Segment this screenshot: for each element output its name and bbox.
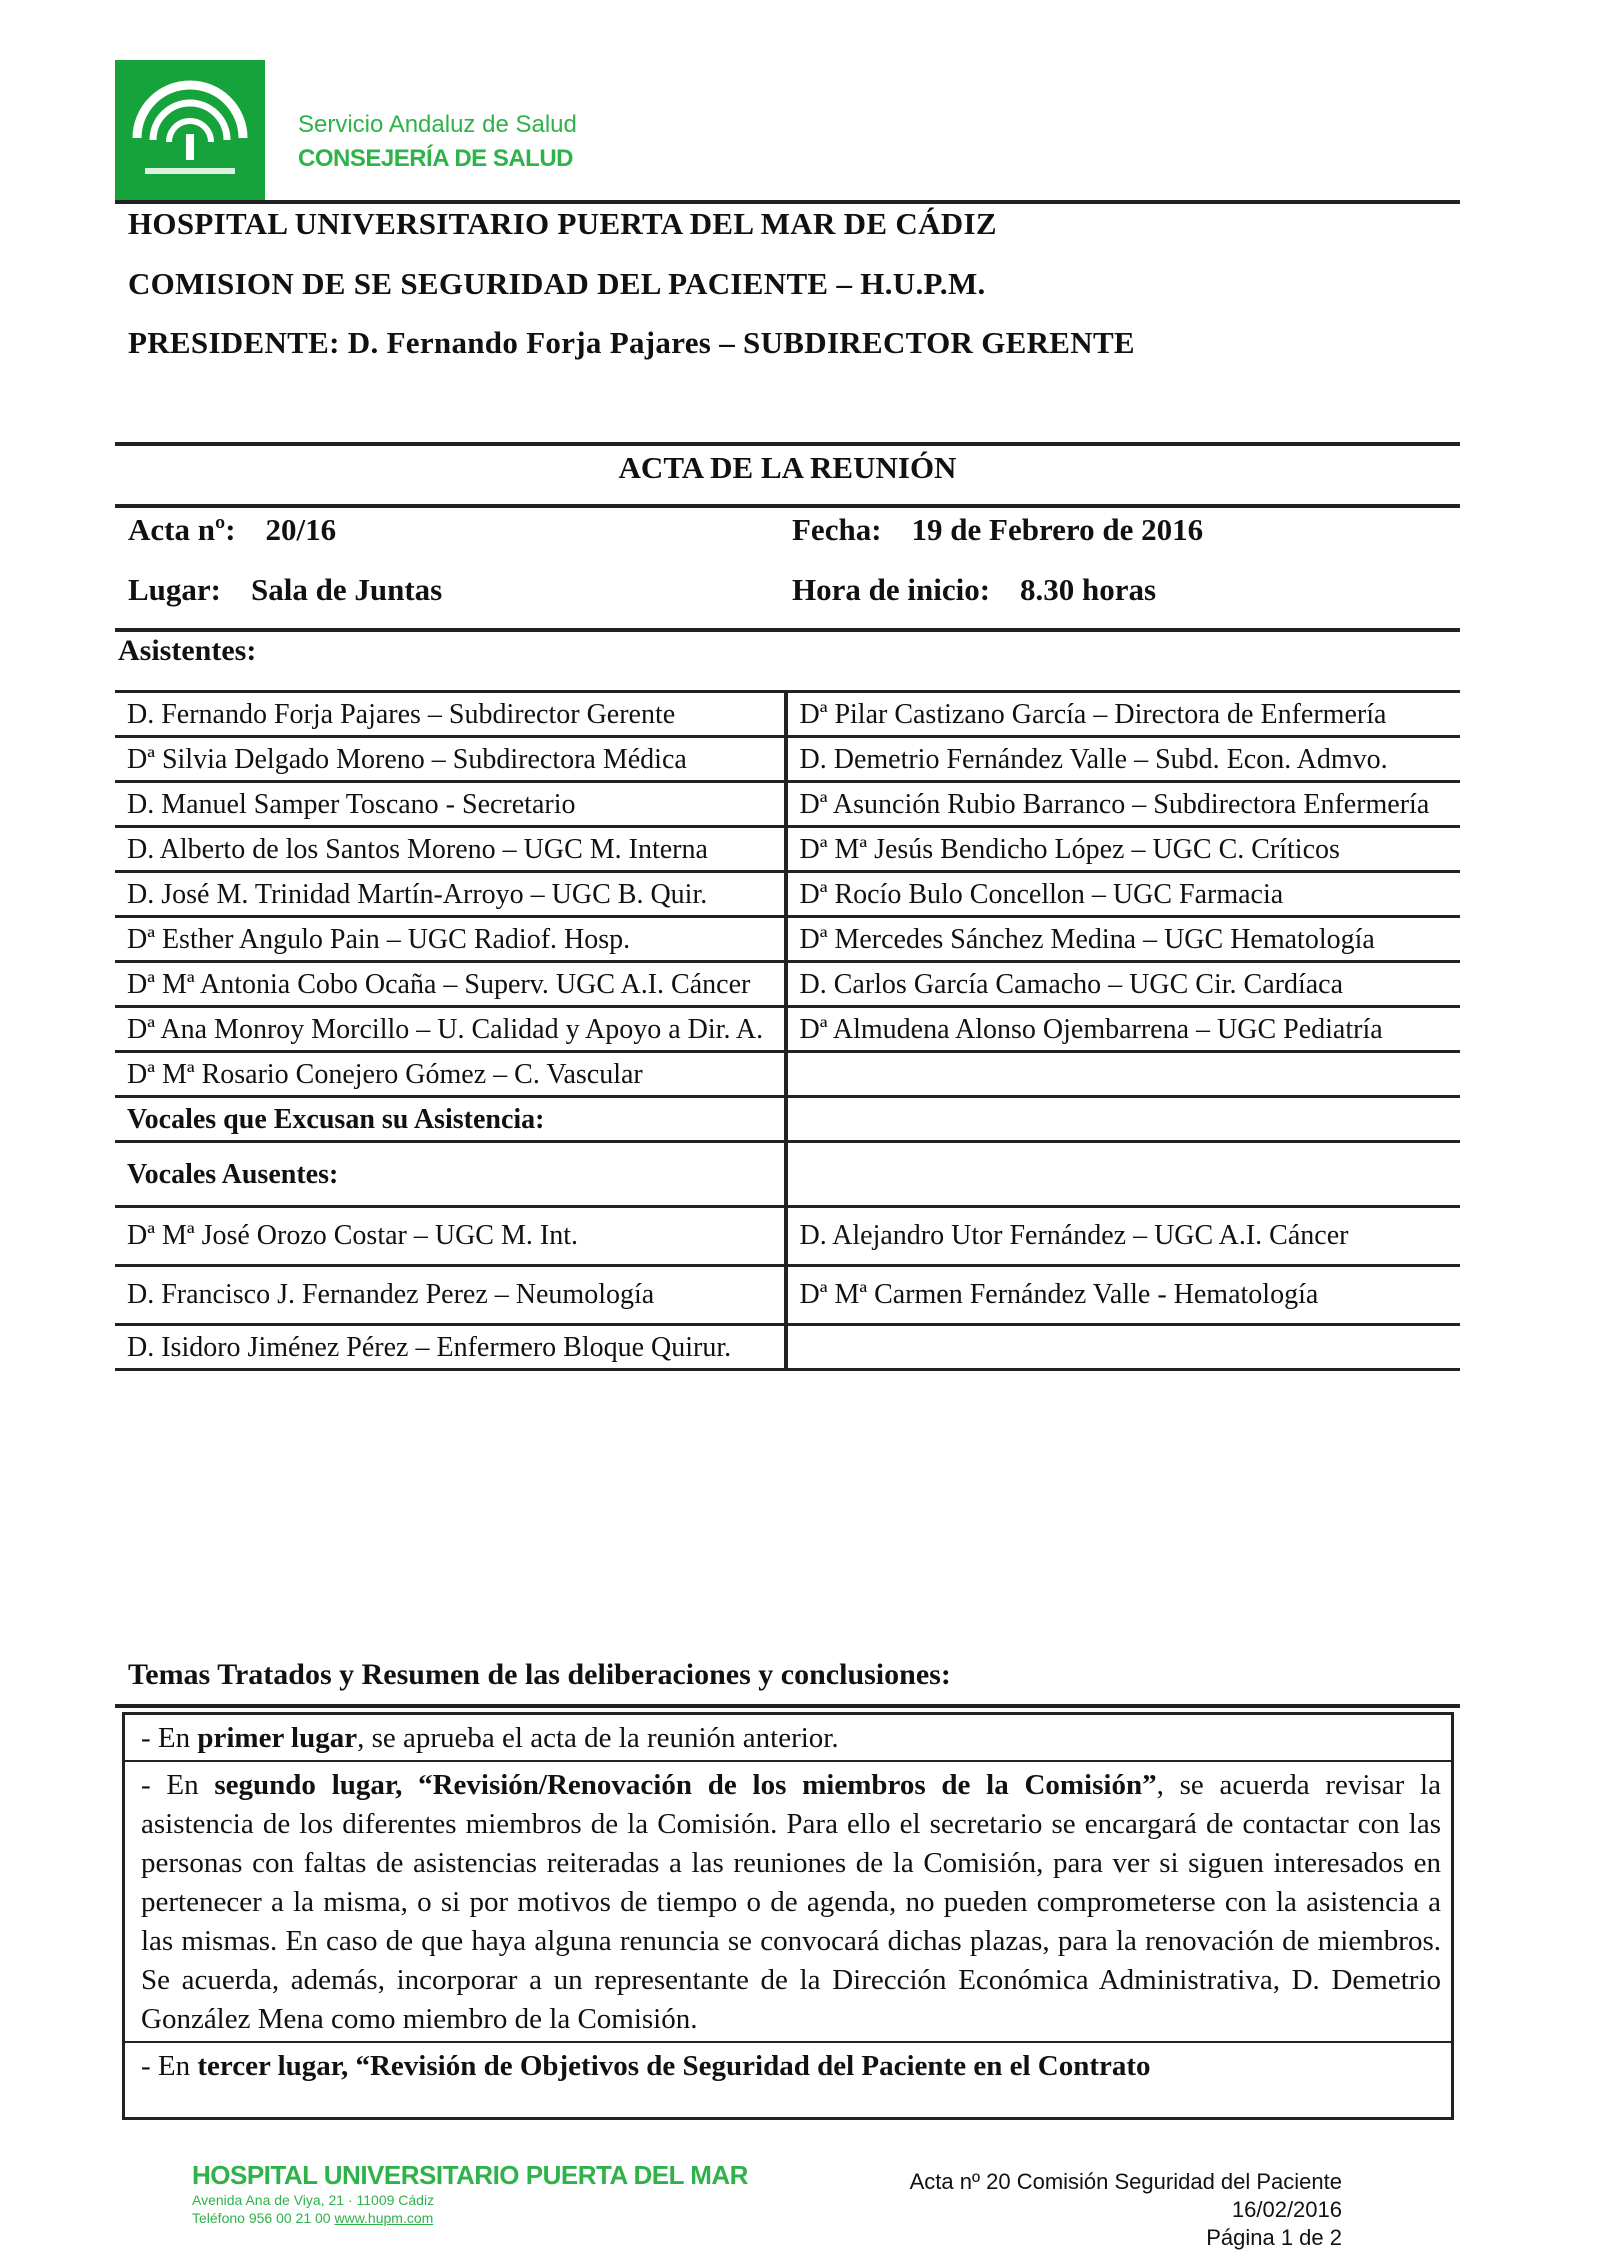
attendee-cell: Dª Mª Antonia Cobo Ocaña – Superv. UGC A.I. Cáncer [115, 963, 788, 1005]
topic-text: , se aprueba el acta de la reunión anterior. [357, 1722, 839, 1754]
acta-date-label: Fecha: [792, 512, 882, 547]
acta-place-value: Sala de Juntas [251, 572, 443, 607]
attendee-cell: Dª Mercedes Sánchez Medina – UGC Hematología [799, 924, 1375, 955]
attendee-cell: D. Demetrio Fernández Valle – Subd. Econ. Admvo. [799, 744, 1388, 775]
topic-text: , se acuerda revisar la asistencia de los diferentes miembros de la Comisión. Para ello el secretario se encargará de contactar con las personas con faltas de asistencias reiteradas a las reuniones de la Comisión, para ver si siguen interesados en pertenecer a la misma, o si por motivos de tiempo o de agenda, no pueden comprometerse con la asistencia a las mismas. En caso de que haya alguna renuncia se convocará dichas plazas, para la renovación de miembros. Se acuerda, además, incorporar a un representante de la Dirección Económica Administrativa, D. Demetrio González Mena como miembro de la Comisión. [141, 1769, 1441, 2035]
divider [115, 442, 1460, 446]
attendee-cell: Dª Silvia Delgado Moreno – Subdirectora Médica [115, 738, 788, 780]
attendee-cell: Dª Asunción Rubio Barranco – Subdirectora Enfermería [799, 789, 1430, 820]
acta-date [792, 512, 1203, 548]
topic-paragraph [125, 1762, 1451, 2043]
attendee-cell: Dª Rocío Bulo Concellon – UGC Farmacia [799, 879, 1284, 910]
temas-box [122, 1712, 1454, 2120]
footer-acta-ref: Acta nº 20 Comisión Seguridad del Paciente [909, 2169, 1342, 2194]
table-row [115, 915, 1460, 960]
attendees-table [115, 690, 1460, 1371]
attendee-cell: D. Alberto de los Santos Moreno – UGC M. Interna [115, 828, 788, 870]
footer-date: 16/02/2016 [1231, 2197, 1342, 2222]
empty-cell [788, 1098, 1461, 1140]
table-row [115, 1005, 1460, 1050]
acta-number-label: Acta nº: [128, 512, 236, 547]
footer-phone: Teléfono 956 00 21 00 [192, 2210, 331, 2226]
topic-paragraph [125, 2043, 1451, 2088]
footer-address: Avenida Ana de Viya, 21 · 11009 Cádiz [192, 2192, 435, 2208]
table-row [115, 780, 1460, 825]
absent-label: Vocales Ausentes: [115, 1143, 788, 1205]
footer-hospital-name: HOSPITAL UNIVERSITARIO PUERTA DEL MAR [192, 2160, 748, 2190]
divider [115, 200, 1460, 204]
table-row [115, 1095, 1460, 1140]
acta-date-value: 19 de Febrero de 2016 [911, 512, 1204, 547]
hospital-name: HOSPITAL UNIVERSITARIO PUERTA DEL MAR DE CÁDIZ [128, 206, 997, 241]
footer-hospital [192, 2160, 748, 2227]
empty-cell [788, 1143, 1461, 1205]
attendee-cell: Dª Ana Monroy Morcillo – U. Calidad y Apoyo a Dir. A. [115, 1008, 788, 1050]
acta-number [128, 512, 336, 548]
topic-text: - En [141, 1722, 198, 1754]
topic-heading: primer lugar [197, 1722, 358, 1754]
absent-cell: D. Francisco J. Fernandez Perez – Neumología [115, 1267, 788, 1323]
attendees-label: Asistentes: [118, 634, 257, 667]
logo-text [298, 108, 577, 176]
table-row [115, 1140, 1460, 1205]
president-line: PRESIDENTE: D. Fernando Forja Pajares – SUBDIRECTOR GERENTE [128, 325, 1135, 360]
logo-emblem-icon [115, 60, 265, 200]
divider [115, 1704, 1460, 1708]
excused-label: Vocales que Excusan su Asistencia: [115, 1098, 788, 1140]
topic-heading: segundo lugar, “Revisión/Renovación de los miembros de la Comisión” [214, 1769, 1157, 1801]
attendee-cell [788, 1053, 1461, 1095]
attendee-cell: D. Carlos García Camacho – UGC Cir. Cardíaca [799, 969, 1344, 1000]
table-row [115, 1264, 1460, 1323]
footer-web-link[interactable]: www.hupm.com [334, 2210, 434, 2226]
commission-name: COMISION DE SE SEGURIDAD DEL PACIENTE – H.U.P.M. [128, 266, 986, 301]
attendee-cell: Dª Mª Jesús Bendicho López – UGC C. Críticos [799, 834, 1340, 865]
table-row [115, 1205, 1460, 1264]
acta-start-value: 8.30 horas [1020, 572, 1157, 607]
temas-title: Temas Tratados y Resumen de las deliberaciones y conclusiones: [128, 1658, 951, 1691]
attendee-cell: Dª Pilar Castizano García – Directora de Enfermería [799, 699, 1387, 730]
absent-cell: Dª Mª José Orozo Costar – UGC M. Int. [115, 1208, 788, 1264]
logo-line-2: CONSEJERÍA DE SALUD [298, 145, 573, 172]
acta-start-label: Hora de inicio: [792, 572, 991, 607]
table-row [115, 735, 1460, 780]
acta-number-value: 20/16 [265, 512, 337, 547]
footer-reference [910, 2168, 1342, 2252]
junta-andalucia-logo [115, 60, 265, 200]
table-row [115, 960, 1460, 1005]
logo-line-1: Servicio Andaluz de Salud [298, 111, 577, 138]
attendee-cell: Dª Mª Rosario Conejero Gómez – C. Vascular [115, 1053, 788, 1095]
absent-cell: D. Alejandro Utor Fernández – UGC A.I. Cáncer [799, 1220, 1349, 1251]
topic-paragraph [125, 1715, 1451, 1762]
topic-text: - En [141, 1769, 215, 1801]
footer-contact [192, 2209, 748, 2227]
divider [115, 504, 1460, 508]
acta-place-label: Lugar: [128, 572, 221, 607]
attendee-cell: D. José M. Trinidad Martín-Arroyo – UGC B. Quir. [115, 873, 788, 915]
attendee-cell: Dª Esther Angulo Pain – UGC Radiof. Hosp. [115, 918, 788, 960]
absent-cell: D. Isidoro Jiménez Pérez – Enfermero Bloque Quirur. [115, 1326, 788, 1368]
footer-page-number: Página 1 de 2 [1206, 2225, 1342, 2250]
acta-title: ACTA DE LA REUNIÓN [618, 450, 957, 485]
attendee-cell: D. Fernando Forja Pajares – Subdirector Gerente [115, 693, 788, 735]
attendee-cell: D. Manuel Samper Toscano - Secretario [115, 783, 788, 825]
divider [115, 628, 1460, 632]
empty-cell [788, 1326, 1461, 1368]
acta-place [128, 572, 442, 608]
topic-text: - En [141, 2050, 198, 2082]
table-row [115, 870, 1460, 915]
attendee-cell: Dª Almudena Alonso Ojembarrena – UGC Pediatría [799, 1014, 1383, 1045]
acta-start-time [792, 572, 1156, 608]
table-row [115, 1050, 1460, 1095]
table-row [115, 690, 1460, 735]
table-row [115, 1323, 1460, 1371]
absent-cell: Dª Mª Carmen Fernández Valle - Hematología [799, 1279, 1319, 1310]
table-row [115, 825, 1460, 870]
topic-heading: tercer lugar, “Revisión de Objetivos de Seguridad del Paciente en el Contrato [197, 2050, 1151, 2082]
